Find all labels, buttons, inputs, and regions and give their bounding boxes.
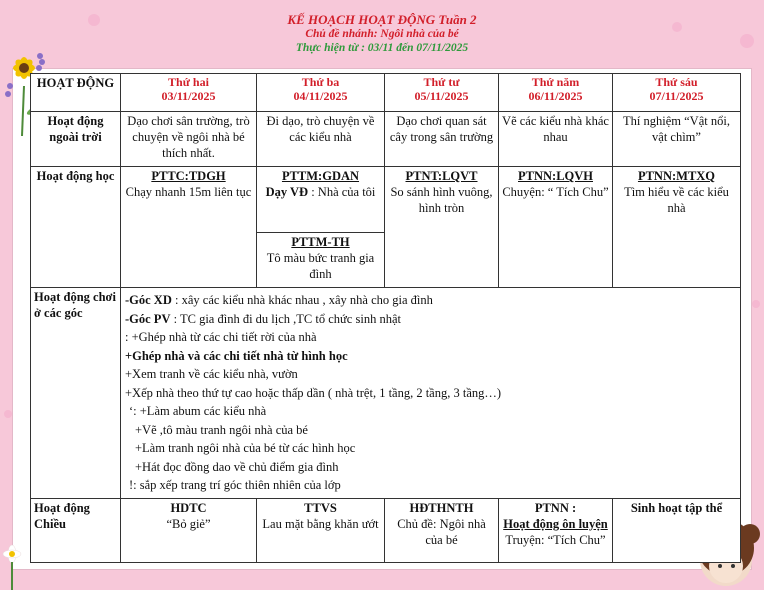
- date-range: Thực hiện từ : 03/11 đến 07/11/2025: [295, 42, 469, 54]
- corners-label: Hoạt động chơi ở các góc: [31, 288, 121, 499]
- activity-text-bold: Dạy VĐ: [265, 185, 309, 199]
- activity-code: HĐTHNTH: [409, 500, 474, 515]
- activity-text: So sánh hình vuông, hình tròn: [390, 185, 493, 215]
- outdoor-label: Hoạt động ngoài trời: [31, 112, 121, 167]
- corner-line: +Vẽ ,tô màu tranh ngôi nhà của bé: [135, 422, 308, 437]
- activity-code: PTNN:MTXQ: [637, 169, 716, 183]
- learning-cell-tue-2: [257, 233, 385, 288]
- learning-row: [31, 167, 741, 233]
- corner-line: +Xếp nhà theo thứ tự cao hoặc thấp dần ( nhà trệt, 1 tầng, 2 tầng, 3 tầng…): [125, 385, 502, 400]
- activity-code: PTNN:LQVH: [518, 169, 593, 183]
- corner-line: !: sắp xếp trang trí góc thiên nhiên của lớp: [129, 478, 341, 492]
- white-flower-decoration-icon: [0, 540, 30, 590]
- learning-cell-wed: [385, 167, 499, 288]
- activity-subtitle: Hoạt động ôn luyện: [503, 516, 608, 531]
- corner-line: ‘: +Làm abum các kiểu nhà: [129, 404, 267, 418]
- learning-label: Hoạt động học: [31, 167, 121, 288]
- corner-line: +Ghép nhà và các chi tiết nhà từ hình học: [125, 348, 348, 363]
- activity-code: PTTM-TH: [291, 235, 350, 249]
- activity-code: TTVS: [304, 500, 337, 515]
- activity-text: Chuyện: “ Tích Chu”: [502, 185, 609, 199]
- corner-line: -Góc PV : TC gia đình đi du lịch ,TC tổ chức sinh nhật: [125, 311, 401, 326]
- afternoon-cell-fri: [613, 498, 741, 562]
- afternoon-row: [31, 498, 741, 562]
- day-name: Thứ sáu: [655, 75, 698, 89]
- activity-text: Sinh hoạt tập thể: [630, 500, 723, 515]
- activity-text: “Bỏ giẻ”: [166, 516, 211, 531]
- day-date: 05/11/2025: [414, 89, 469, 103]
- day-header-fri: [613, 74, 741, 112]
- activity-text: Truyện: “Tích Chu”: [505, 532, 606, 547]
- activity-text: Tìm hiểu về các kiểu nhà: [624, 185, 729, 215]
- learning-cell-thu: [499, 167, 613, 288]
- day-header-thu: [499, 74, 613, 112]
- activity-code: PTNN :: [534, 500, 577, 515]
- afternoon-cell-wed: [385, 498, 499, 562]
- learning-cell-tue: [257, 167, 385, 233]
- corners-content: [121, 288, 741, 499]
- activity-text: : Nhà của tôi: [308, 185, 376, 199]
- learning-cell-mon: [121, 167, 257, 288]
- corner-header: HOẠT ĐỘNG: [31, 74, 121, 112]
- day-date: 07/11/2025: [649, 89, 704, 103]
- corners-row: [31, 288, 741, 499]
- day-date: 04/11/2025: [293, 89, 348, 103]
- activity-code: PTTM:GDAN: [281, 169, 360, 183]
- day-name: Thứ hai: [168, 75, 209, 89]
- activity-text: Tô màu bức tranh gia đình: [266, 251, 375, 281]
- corner-line: : +Ghép nhà từ các chi tiết rời của nhà: [125, 330, 317, 344]
- activity-code: PTNT:LQVT: [405, 169, 478, 183]
- corner-line: +Hát đọc đồng dao về chủ điểm gia đình: [135, 459, 339, 474]
- day-header-mon: [121, 74, 257, 112]
- page-subtitle: Chủ đề nhánh: Ngôi nhà của bé: [305, 28, 459, 40]
- outdoor-row: [31, 112, 741, 167]
- afternoon-label: Hoạt động Chiều: [31, 498, 121, 562]
- outdoor-cell-thu: Vẽ các kiểu nhà khác nhau: [499, 112, 613, 167]
- afternoon-cell-thu: [499, 498, 613, 562]
- activity-text: Chạy nhanh 15m liên tục: [125, 185, 252, 199]
- learning-cell-fri: [613, 167, 741, 288]
- weekly-plan-table: [30, 73, 741, 563]
- day-name: Thứ tư: [423, 75, 460, 89]
- activity-text: Lau mặt bằng khăn ướt: [262, 516, 379, 531]
- activity-text: Chủ đề: Ngôi nhà của bé: [397, 516, 486, 547]
- day-name: Thứ năm: [531, 75, 580, 89]
- day-name: Thứ ba: [301, 75, 340, 89]
- day-date: 03/11/2025: [161, 89, 216, 103]
- day-header-tue: [257, 74, 385, 112]
- corner-line: +Làm tranh ngôi nhà của bé từ các hình học: [135, 441, 356, 455]
- outdoor-cell-fri: Thí nghiệm “Vật nổi, vật chìm”: [613, 112, 741, 167]
- corner-line: -Góc XD : xây các kiểu nhà khác nhau , xây nhà cho gia đình: [125, 293, 433, 307]
- page-title: KẾ HOẠCH HOẠT ĐỘNG Tuần 2: [287, 12, 477, 27]
- activity-code: PTTC:TDGH: [151, 169, 226, 183]
- page-header: [0, 12, 764, 55]
- header-row: [31, 74, 741, 112]
- afternoon-cell-mon: [121, 498, 257, 562]
- outdoor-cell-tue: Đi dạo, trò chuyện về các kiểu nhà: [257, 112, 385, 167]
- outdoor-cell-wed: Dạo chơi quan sát cây trong sân trường: [385, 112, 499, 167]
- afternoon-cell-tue: [257, 498, 385, 562]
- day-header-wed: [385, 74, 499, 112]
- activity-code: HDTC: [170, 500, 207, 515]
- day-date: 06/11/2025: [528, 89, 583, 103]
- outdoor-cell-mon: Dạo chơi sân trường, trò chuyện về ngôi nhà bé thích nhất.: [121, 112, 257, 167]
- corner-line: +Xem tranh về các kiểu nhà, vườn: [125, 367, 298, 381]
